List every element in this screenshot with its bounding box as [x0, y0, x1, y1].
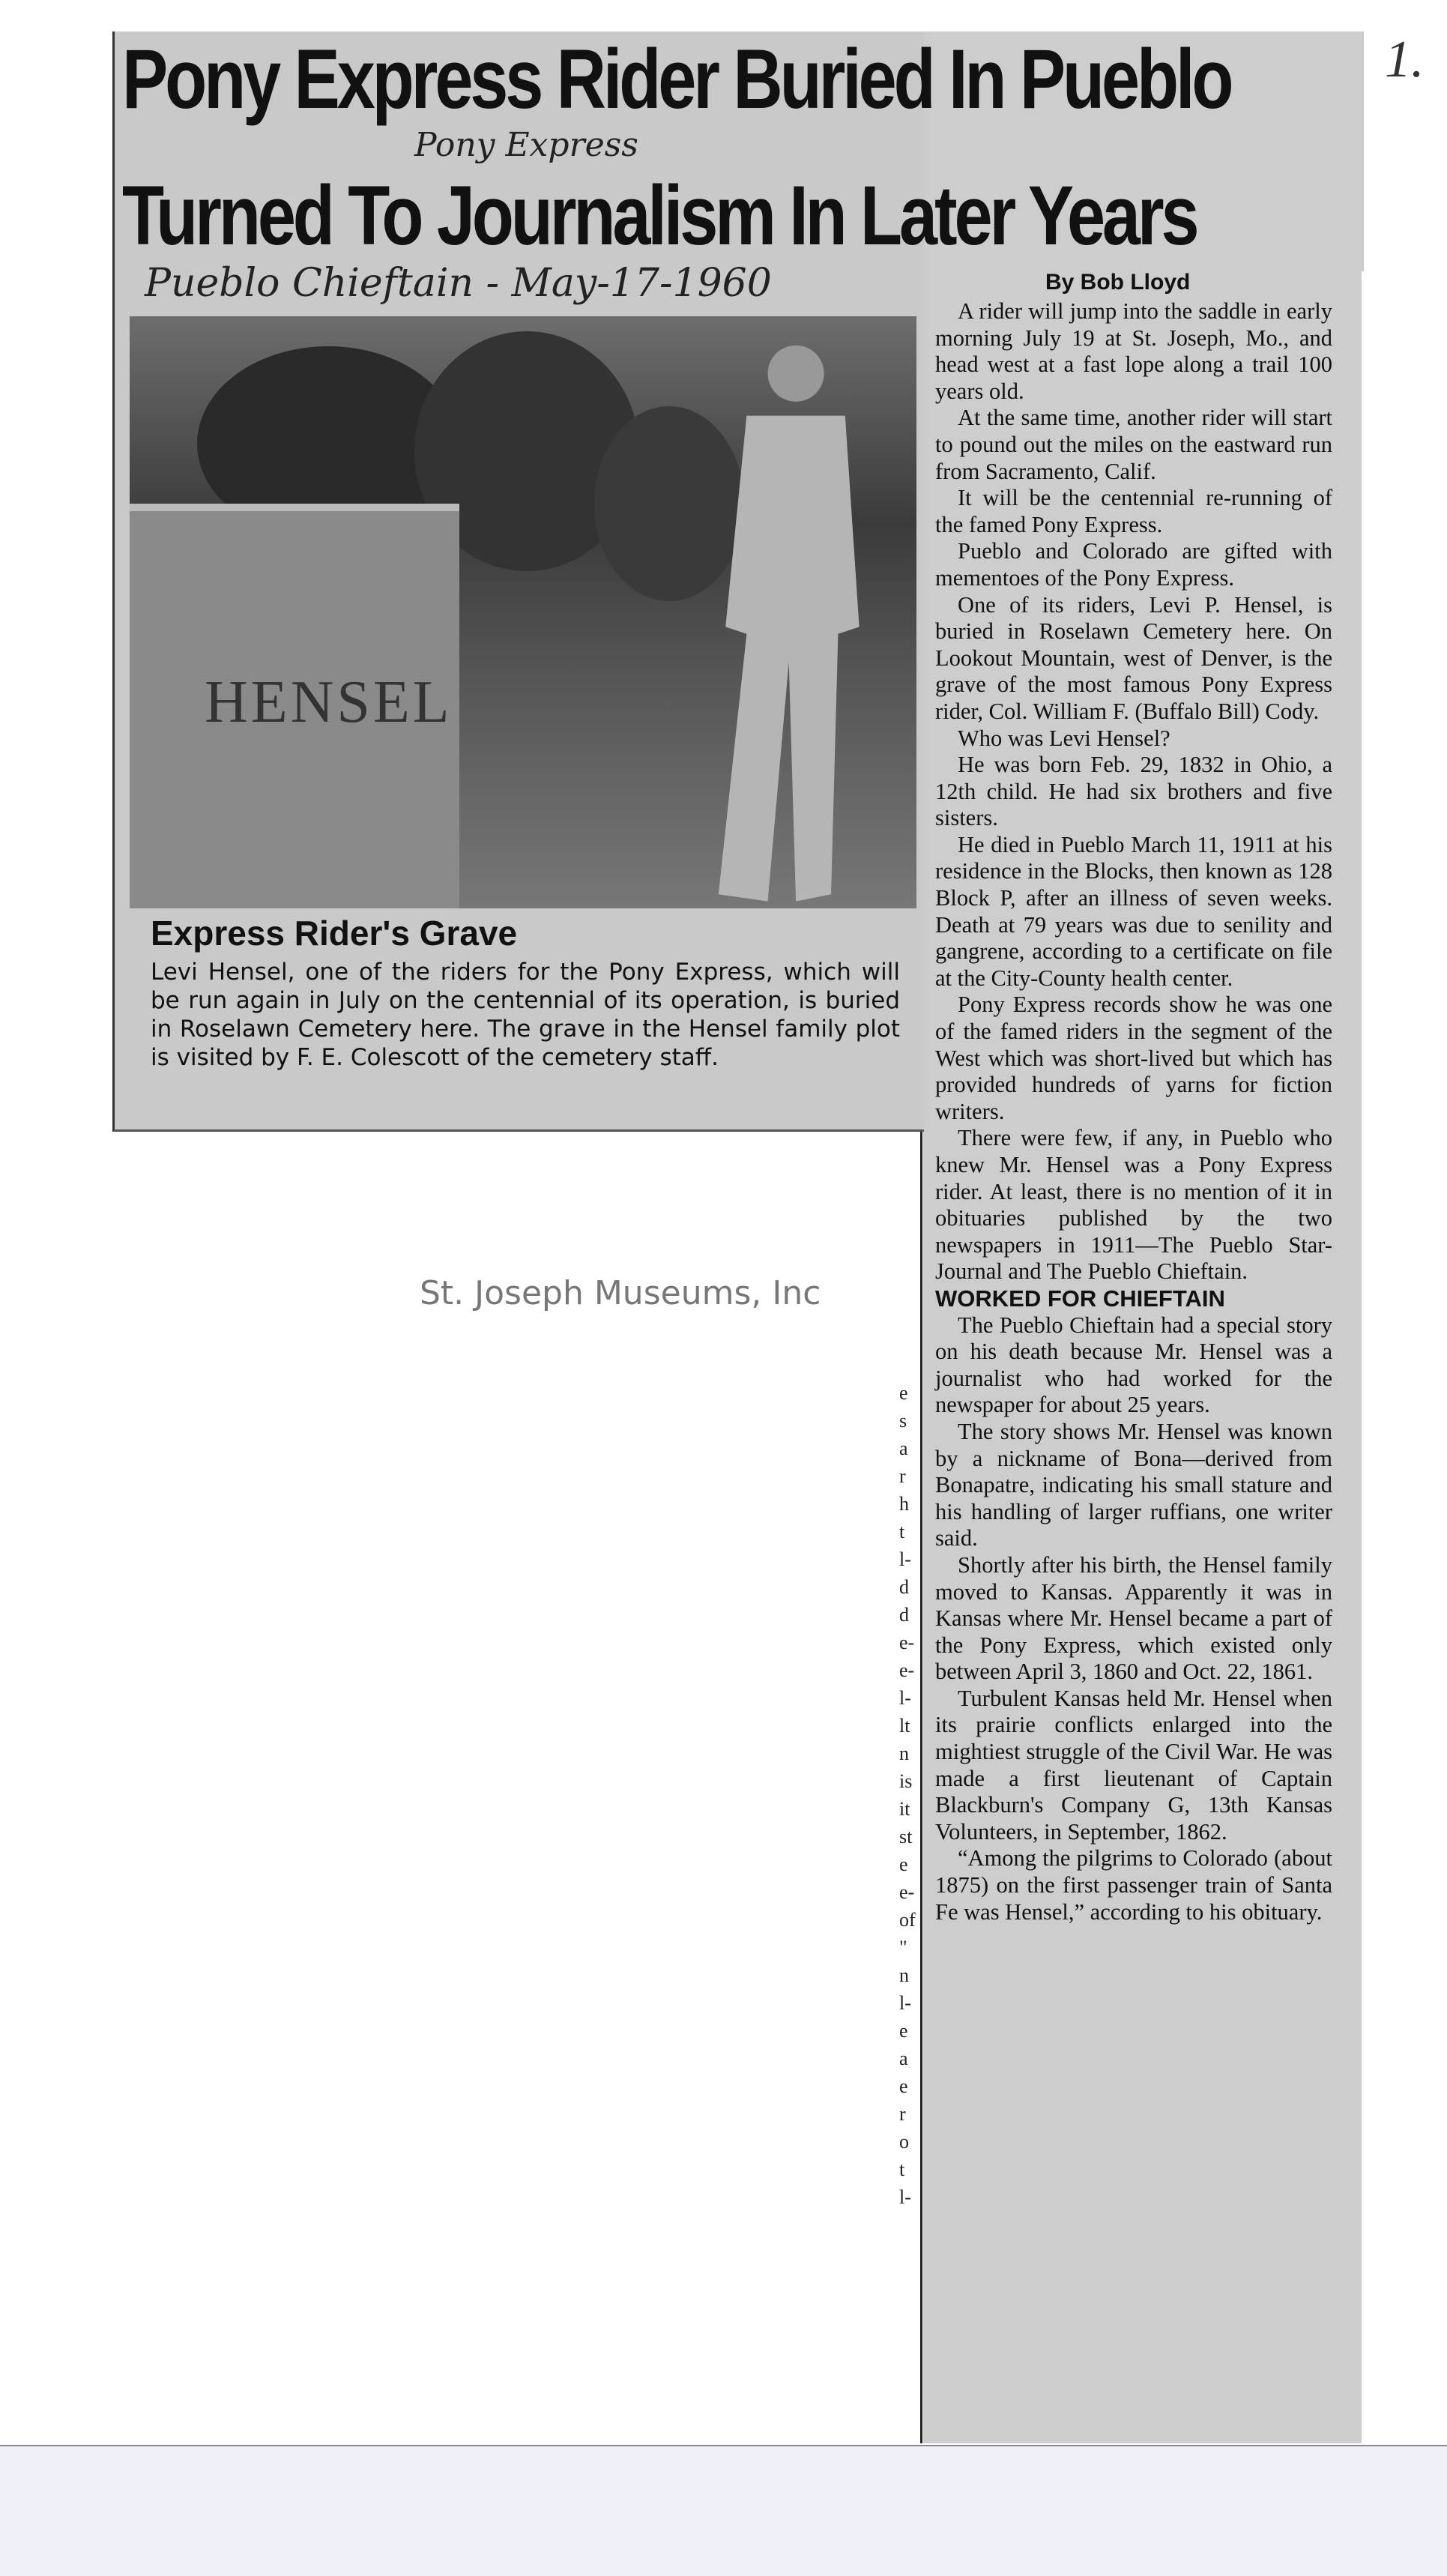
article-paragraph: Turbulent Kansas held Mr. Hensel when its prairie conflicts enlarged into the mightiest struggle of the Civil War. He was made a first lieutenant of Captain Blackburn's Company G, 13th Kansas Volunteers, in September, 1862.: [935, 1685, 1332, 1844]
headline-line-2: Turned To Journalism In Later Years: [122, 169, 1197, 262]
man-figure: [699, 331, 871, 908]
adjacent-column-fragments: e s a r h t l- d d e- e- l- lt n is it st e e- of " n l- e a e r o t l-: [899, 1382, 916, 2208]
article-paragraph: Shortly after his birth, the Hensel family moved to Kansas. Apparently it was in Kansas where Mr. Hensel became a part of the Pony Express, which existed only between April 3, 1860 and Oct. 22, 1861.: [935, 1551, 1332, 1685]
article-paragraph: Pony Express records show he was one of the famed riders in the segment of the West which was short-lived but which has provided hundreds of yarns for fiction writers.: [935, 992, 1332, 1124]
article-paragraph: The story shows Mr. Hensel was known by a nickname of Bona—derived from Bonapatre, indicating his small stature and his handling of larger ruffians, one writer said.: [935, 1418, 1332, 1551]
handwritten-source-date: Pueblo Chieftain - May-17-1960: [145, 261, 772, 306]
gravestone-name: HENSEL: [205, 669, 453, 735]
article-body: [935, 298, 1332, 1925]
scan-background-strip: [0, 2445, 1447, 2576]
headline-block: [115, 31, 1364, 306]
article-paragraph: A rider will jump into the saddle in early morning July 19 at St. Joseph, Mo., and head west at a fast lope along a trail 100 years old.: [935, 298, 1332, 404]
headline-line-1: Pony Express Rider Buried In Pueblo: [122, 32, 1231, 126]
caption-text: Levi Hensel, one of the riders for the Pony Express, which will be run again in July on the centennial of its operation, is buried in Roselawn Cemetery here. The grave in the Hensel family plot is visited by F. E. Colescott of the cemetery staff.: [151, 959, 900, 1071]
handwritten-note: Pony Express: [414, 126, 638, 164]
article-paragraph: One of its riders, Levi P. Hensel, is buried in Roselawn Cemetery here. On Lookout Mountain, west of Denver, is the grave of the most famous Pony Express rider, Col. William F. (Buffalo Bill) Cody.: [935, 591, 1332, 724]
article-paragraph: Pueblo and Colorado are gifted with mementoes of the Pony Express.: [935, 538, 1332, 591]
article-paragraph: At the same time, another rider will start to pound out the miles on the eastward run from Sacramento, Calif.: [935, 405, 1332, 484]
article-paragraph: He was born Feb. 29, 1832 in Ohio, a 12th child. He had six brothers and five sisters.: [935, 752, 1332, 831]
grave-photo: [130, 316, 916, 908]
byline: By Bob Lloyd: [1045, 270, 1191, 295]
caption-title: Express Rider's Grave: [151, 914, 518, 953]
watermark: St. Joseph Museums, Inc: [420, 1274, 821, 1312]
column-rule: [920, 1132, 922, 2443]
article-paragraph: The Pueblo Chieftain had a special story on his death because Mr. Hensel was a journalist who had worked for the newspaper for about 25 years.: [935, 1312, 1332, 1418]
article-paragraph: “Among the pilgrims to Colorado (about 1875) on the first passenger train of Santa Fe was Hensel,” according to his obituary.: [935, 1845, 1332, 1925]
article-paragraph: Who was Levi Hensel?: [958, 725, 1170, 751]
article-subhead: WORKED FOR CHIEFTAIN: [935, 1285, 1225, 1312]
gravestone: [130, 504, 459, 908]
article-paragraph: He died in Pueblo March 11, 1911 at his residence in the Blocks, then known as 128 Block P, after an illness of seven weeks. Death at 79 years was due to senility and gangrene, according to a certificate on file at the City-County health center.: [935, 831, 1332, 991]
article-paragraph: It will be the centennial re-running of the famed Pony Express.: [935, 485, 1332, 537]
article-paragraph: There were few, if any, in Pueblo who knew Mr. Hensel was a Pony Express rider. At least, there is no mention of it in obituaries published by the two newspapers in 1911—The Pueblo Star-Journal and The Pueblo Chieftain.: [935, 1125, 1332, 1285]
corner-page-mark: 1.: [1385, 31, 1425, 88]
